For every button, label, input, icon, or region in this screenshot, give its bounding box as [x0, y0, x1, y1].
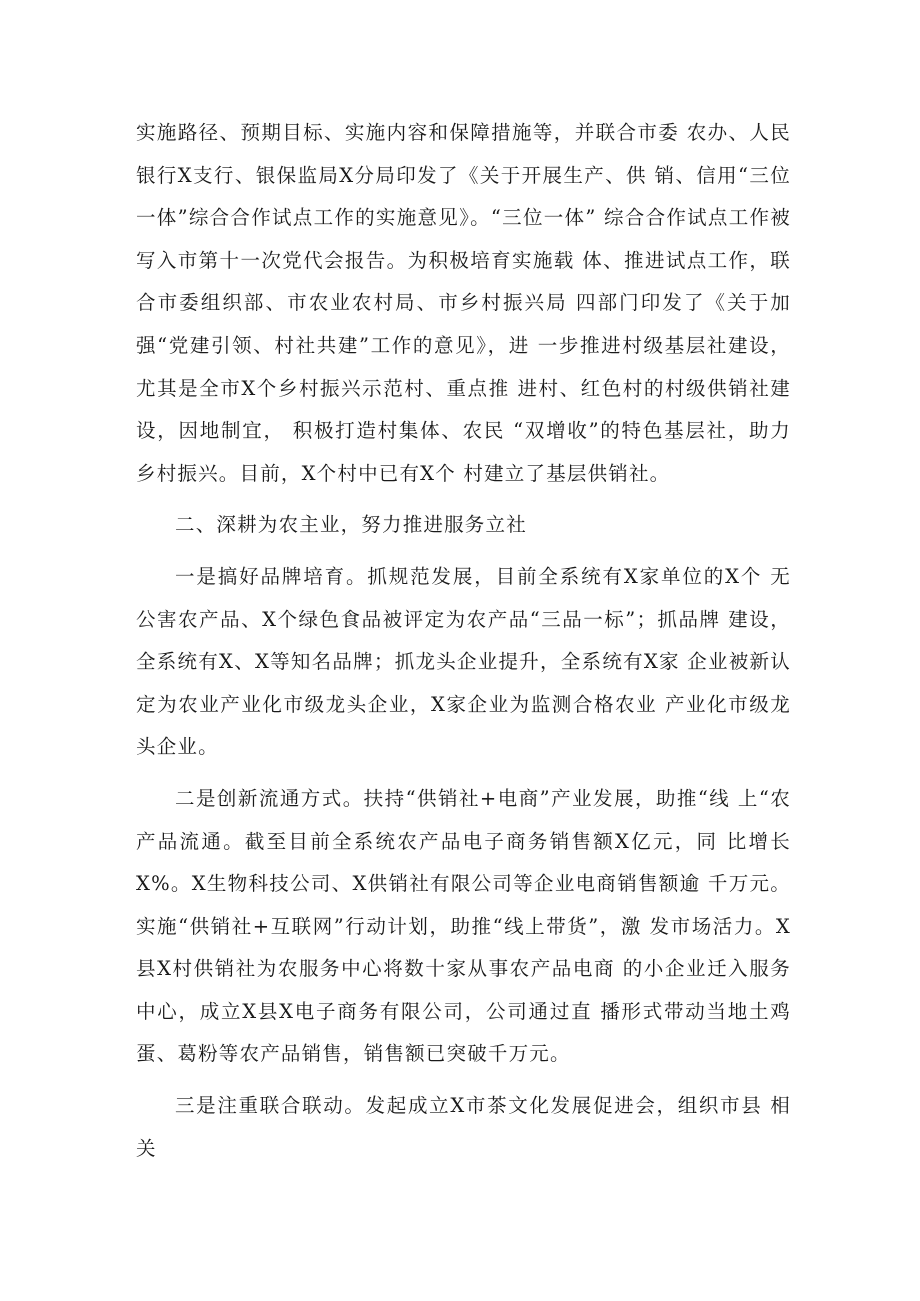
section-heading-service: 二、深耕为农主业，努力推进服务立社 [175, 513, 527, 537]
paragraph-reform-implementation: 实施路径、预期目标、实施内容和保障措施等，并联合市委 农办、人民银行X支行、银保监局X分局印发了《关于开展生产、供 销、信用“三位一体”综合合作试点工作的实施意见》。“三位一体” 综合合作试点工作被写入市第十一次党代会报告。为积极培育实施载 体、推进试点工作，联合市委组织部、市农业农村局、市乡村振兴局 四部门印发了《关于加强“党建引领、村社共建”工作的意见》，进 一步推进村级基层社建设，尤其是全市X个乡村振兴示范村、重点推 进村、红色村的村级供销社建设，因地制宜， 积极打造村集体、农民 “双增收”的特色基层社，助力乡村振兴。目前，X个村中已有X个 村建立了基层供销社。 [136, 121, 791, 485]
document-body [136, 112, 791, 1170]
paragraph-circulation-innovation: 二是创新流通方式。扶持“供销社+电商”产业发展，助推“线 上“农产品流通。截至目前全系统农产品电子商务销售额X亿元，同 比增长X%。X生物科技公司、X供销社有限公司等企业电商销售额逾 千万元。实施“供销社+互联网”行动计划，助推“线上带货”，激 发市场活力。X县X村供销社为农服务中心将数十家从事农产品电商 的小企业迁入服务中心，成立X县X电子商务有限公司，公司通过直 播形式带动当地土鸡蛋、葛粉等农产品销售，销售额已突破千万元。 [136, 786, 791, 1066]
paragraph-joint-linkage: 三是注重联合联动。发起成立X市茶文化发展促进会，组织市县 相关 [136, 1094, 791, 1160]
paragraph-brand-cultivation: 一是搞好品牌培育。抓规范发展，目前全系统有X家单位的X个 无公害农产品、X个绿色食品被评定为农产品“三品一标”；抓品牌 建设，全系统有X、X等知名品牌；抓龙头企业提升，全系统有X家 企业被新认定为农业产业化市级龙头企业，X家企业为监测合格农业 产业化市级龙头企业。 [136, 564, 791, 759]
